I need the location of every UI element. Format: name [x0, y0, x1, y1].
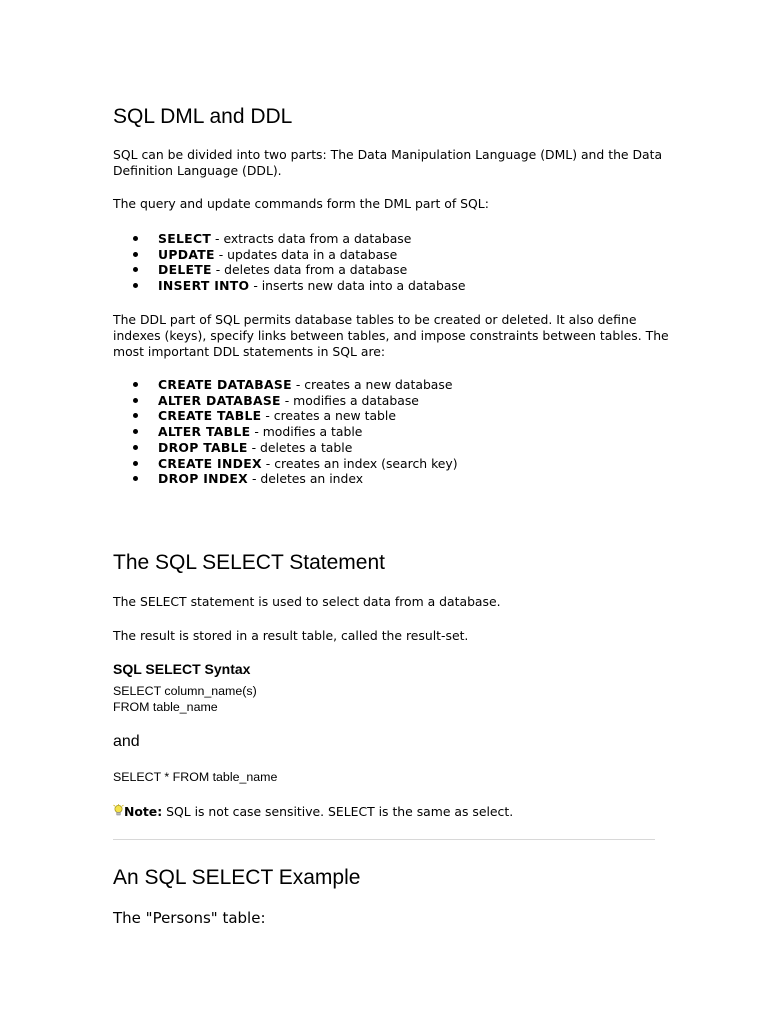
- list-item: DELETE - deletes data from a database: [133, 262, 466, 278]
- list-item: UPDATE - updates data in a database: [133, 247, 466, 263]
- syntax-alt-line: SELECT * FROM table_name: [113, 770, 278, 784]
- bullet-icon: [133, 429, 138, 434]
- list-item: DROP TABLE - deletes a table: [133, 440, 458, 456]
- select-paragraph-1: The SELECT statement is used to select data from a database.: [113, 594, 501, 609]
- bullet-icon: [133, 476, 138, 481]
- bullet-icon: [133, 236, 138, 241]
- note-text: SQL is not case sensitive. SELECT is the same as select.: [162, 804, 514, 819]
- section-title-dml-ddl: SQL DML and DDL: [113, 105, 293, 128]
- section-divider: [113, 839, 655, 840]
- bullet-icon: [133, 461, 138, 466]
- persons-table-caption: The "Persons" table:: [113, 909, 266, 927]
- note-label: Note:: [124, 804, 163, 819]
- list-item: DROP INDEX - deletes an index: [133, 471, 458, 487]
- select-paragraph-2: The result is stored in a result table, called the result-set.: [113, 628, 469, 643]
- ddl-intro-paragraph: The DDL part of SQL permits database tables to be created or deleted. It also define indexes (keys), specify links between tables, and impose constraints between tables. The most important DDL statements in SQL are:: [113, 312, 669, 359]
- list-item: ALTER TABLE - modifies a table: [133, 424, 458, 440]
- bullet-icon: [133, 252, 138, 257]
- list-item: CREATE DATABASE - creates a new database: [133, 377, 458, 393]
- list-item: SELECT - extracts data from a database: [133, 231, 466, 247]
- bullet-icon: [133, 382, 138, 387]
- list-item: INSERT INTO - inserts new data into a database: [133, 278, 466, 294]
- note-line: [113, 804, 513, 820]
- syntax-line-2: FROM table_name: [113, 700, 218, 714]
- dml-list: [133, 231, 466, 294]
- syntax-heading: SQL SELECT Syntax: [113, 661, 251, 677]
- bullet-icon: [133, 413, 138, 418]
- bullet-icon: [133, 283, 138, 288]
- bullet-icon: [133, 398, 138, 403]
- dml-intro-paragraph: The query and update commands form the DML part of SQL:: [113, 196, 489, 211]
- and-text: and: [113, 733, 140, 750]
- intro-paragraph: SQL can be divided into two parts: The Data Manipulation Language (DML) and the Data Definition Language (DDL).: [113, 147, 663, 178]
- section-title-select-statement: The SQL SELECT Statement: [113, 551, 385, 574]
- ddl-list: [133, 377, 458, 487]
- list-item: CREATE INDEX - creates an index (search key): [133, 456, 458, 472]
- bullet-icon: [133, 445, 138, 450]
- section-title-select-example: An SQL SELECT Example: [113, 866, 361, 889]
- list-item: ALTER DATABASE - modifies a database: [133, 393, 458, 409]
- lightbulb-icon: [113, 804, 124, 818]
- bullet-icon: [133, 267, 138, 272]
- list-item: CREATE TABLE - creates a new table: [133, 408, 458, 424]
- syntax-line-1: SELECT column_name(s): [113, 684, 257, 698]
